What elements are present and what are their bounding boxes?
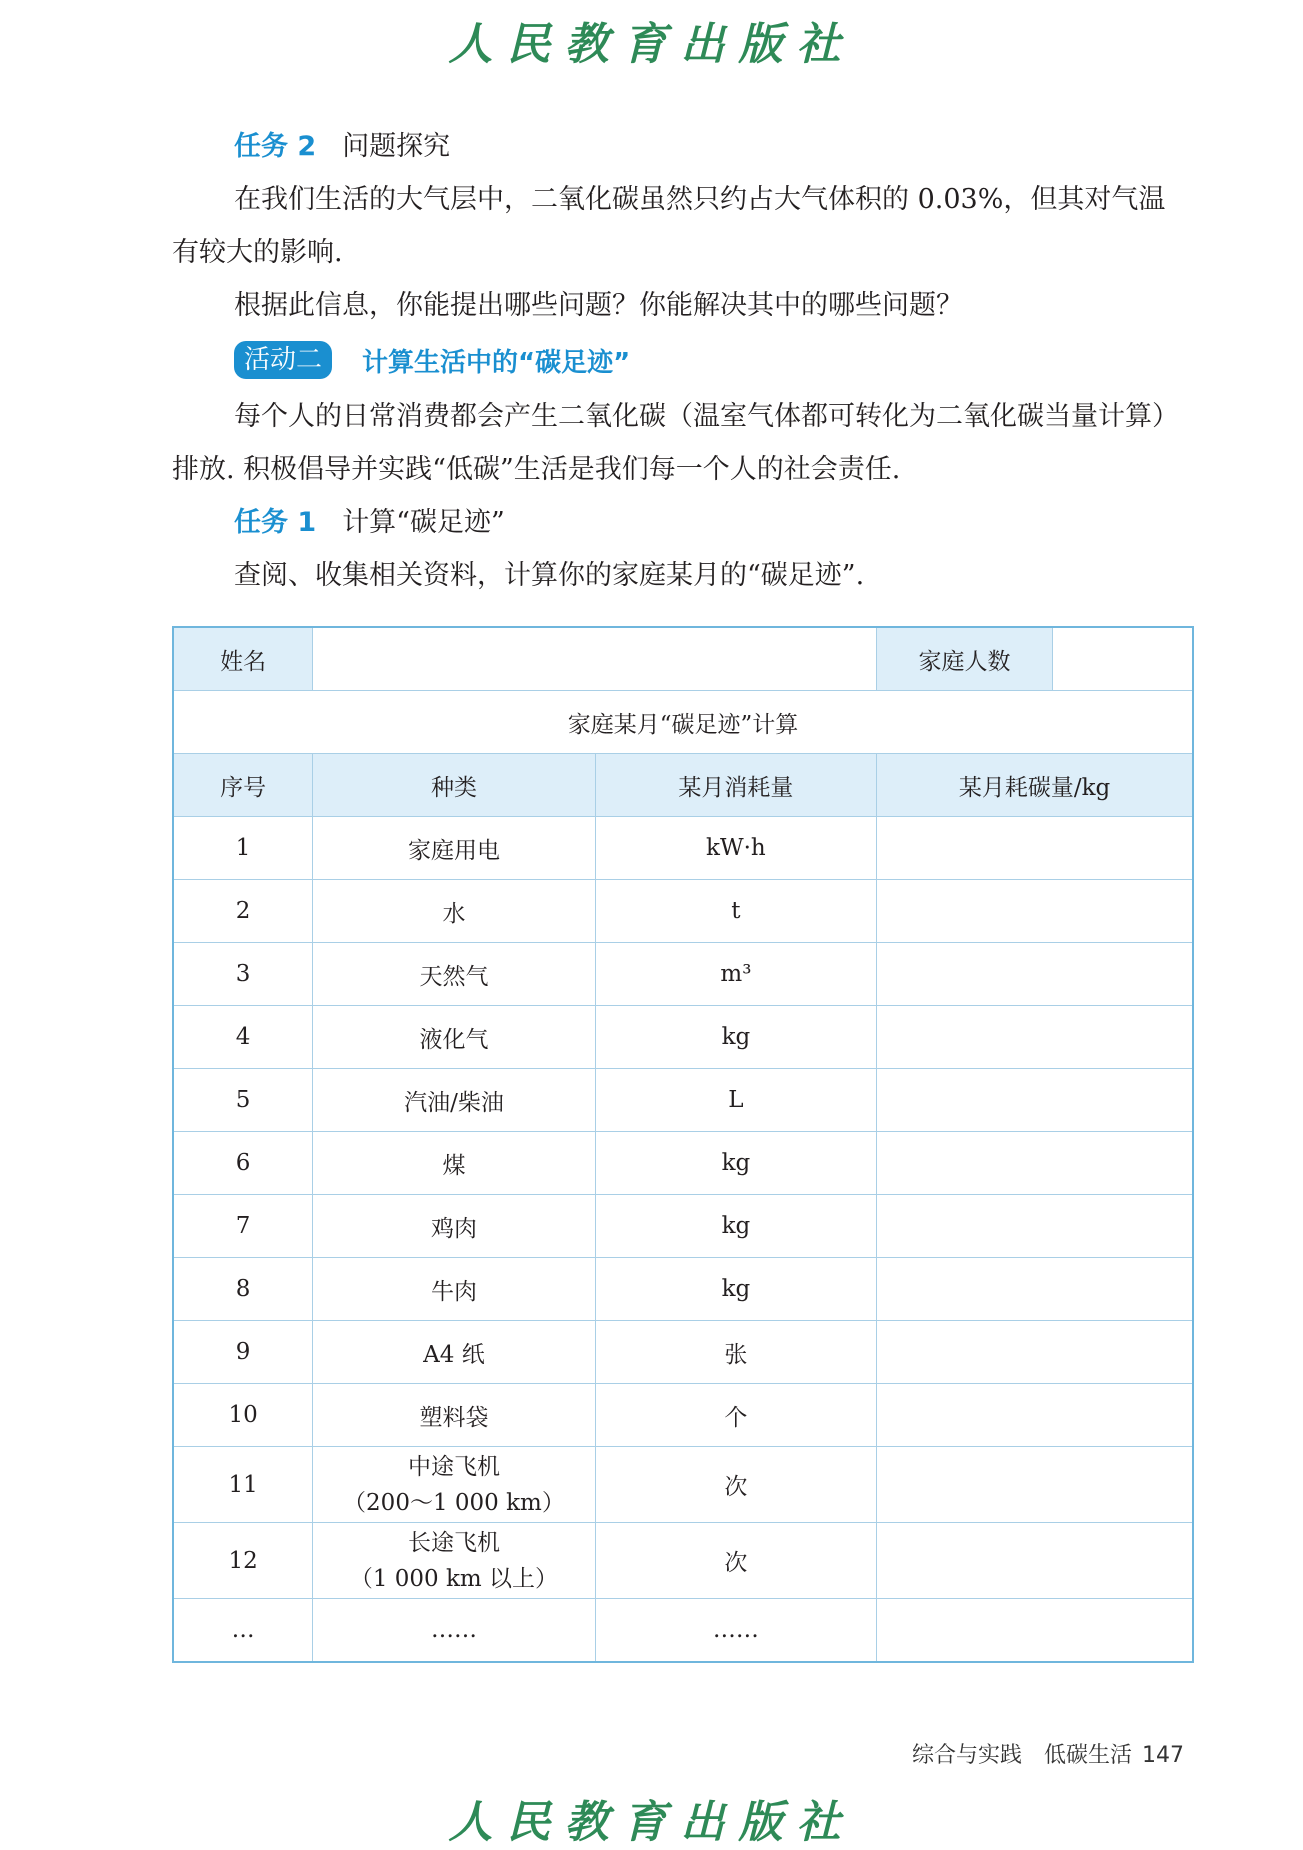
row-number: 6 [173,1132,313,1195]
table-row [173,1006,1193,1069]
row-number: 3 [173,943,313,1006]
publisher-watermark-bottom: 人民教育出版社 [448,1797,855,1848]
row-consumption-unit[interactable]: m³ [595,943,876,1006]
table-row [173,1069,1193,1132]
row-number: 11 [173,1447,313,1523]
row-kind: 牛肉 [313,1258,595,1321]
activity-2-tag: 活动二 [234,341,332,379]
activity-2-heading [234,336,1192,384]
row-carbon-input[interactable] [877,880,1193,943]
row-consumption-unit[interactable]: …… [595,1599,876,1663]
row-consumption-unit[interactable]: t [595,880,876,943]
row-consumption-unit[interactable]: 次 [595,1447,876,1523]
row-number: 7 [173,1195,313,1258]
name-input-cell[interactable] [313,627,877,691]
row-carbon-input[interactable] [877,1258,1193,1321]
task-2-title: 问题探究 [342,131,451,162]
row-carbon-input[interactable] [877,943,1193,1006]
row-kind: 家庭用电 [313,817,595,880]
row-carbon-input[interactable] [877,1523,1193,1599]
row-kind-label: 中途飞机 [407,1453,500,1480]
row-kind [313,1447,595,1523]
row-kind-note: （1 000 km 以上） [349,1565,559,1592]
activity-2-title: 计算生活中的“碳足迹” [362,347,631,378]
row-kind [313,1523,595,1599]
table-row [173,1258,1193,1321]
table-row [173,1523,1193,1599]
row-consumption-unit[interactable]: 次 [595,1523,876,1599]
members-input-cell[interactable] [1052,627,1193,691]
row-consumption-unit[interactable]: kg [595,1195,876,1258]
table-body [173,817,1193,1663]
row-number: 12 [173,1523,313,1599]
row-carbon-input[interactable] [877,817,1193,880]
row-number: 1 [173,817,313,880]
row-consumption-unit[interactable]: 张 [595,1321,876,1384]
page-number: 147 [1142,1743,1185,1768]
carbon-footprint-table [172,626,1194,1663]
row-kind: A4 纸 [313,1321,595,1384]
name-label-cell: 姓名 [173,627,313,691]
row-kind: …… [313,1599,595,1663]
table-header-row [173,754,1193,817]
table-caption: 家庭某月“碳足迹”计算 [173,691,1193,754]
header-kind: 种类 [313,754,595,817]
task-1-heading [172,496,1192,549]
page-footer [912,1738,1184,1769]
members-label-cell: 家庭人数 [877,627,1053,691]
table-row [173,817,1193,880]
publisher-watermark-top: 人民教育出版社 [448,19,855,70]
paragraph-instruction: 查阅、收集相关资料，计算你的家庭某月的“碳足迹”. [234,560,865,591]
row-consumption-unit[interactable]: L [595,1069,876,1132]
row-carbon-input[interactable] [877,1321,1193,1384]
row-kind: 煤 [313,1132,595,1195]
row-carbon-input[interactable] [877,1599,1193,1663]
table-row [173,1384,1193,1447]
paragraph-questions: 根据此信息，你能提出哪些问题？你能解决其中的哪些问题？ [234,290,963,321]
table-row [173,880,1193,943]
task-1-title: 计算“碳足迹” [342,507,505,538]
footer-section: 综合与实践 低碳生活 [912,1743,1133,1768]
main-content [172,120,1192,602]
row-consumption-unit[interactable]: 个 [595,1384,876,1447]
header-no: 序号 [173,754,313,817]
row-kind-note: （200～1 000 km） [343,1489,565,1516]
row-kind: 天然气 [313,943,595,1006]
row-consumption-unit[interactable]: kg [595,1132,876,1195]
row-kind: 汽油/柴油 [313,1069,595,1132]
row-number: 10 [173,1384,313,1447]
task-2-heading [172,120,1192,173]
row-carbon-input[interactable] [877,1006,1193,1069]
paragraph-emission: 每个人的日常消费都会产生二氧化碳（温室气体都可转化为二氧化碳当量计算）排放. 积极倡导并实践“低碳”生活是我们每一个人的社会责任. [172,401,1179,485]
table-row [173,1132,1193,1195]
row-carbon-input[interactable] [877,1069,1193,1132]
header-consumption: 某月消耗量 [595,754,876,817]
table-row [173,943,1193,1006]
row-number: 5 [173,1069,313,1132]
paragraph-co2: 在我们生活的大气层中，二氧化碳虽然只约占大气体积的 0.03%，但其对气温有较大的影响. [172,184,1166,268]
row-consumption-unit[interactable]: kg [595,1258,876,1321]
row-number: … [173,1599,313,1663]
row-carbon-input[interactable] [877,1132,1193,1195]
task-2-label: 任务 2 [234,131,317,162]
row-carbon-input[interactable] [877,1384,1193,1447]
row-carbon-input[interactable] [877,1447,1193,1523]
row-kind: 液化气 [313,1006,595,1069]
row-kind-label: 长途飞机 [407,1529,500,1556]
row-carbon-input[interactable] [877,1195,1193,1258]
task-1-label: 任务 1 [234,507,317,538]
row-kind: 塑料袋 [313,1384,595,1447]
row-consumption-unit[interactable]: kg [595,1006,876,1069]
row-kind: 鸡肉 [313,1195,595,1258]
row-consumption-unit[interactable]: kW·h [595,817,876,880]
table-row [173,1447,1193,1523]
table-info-row [173,627,1193,691]
row-number: 4 [173,1006,313,1069]
table-row [173,1195,1193,1258]
table-caption-row [173,691,1193,754]
row-kind: 水 [313,880,595,943]
table-row [173,1321,1193,1384]
row-number: 8 [173,1258,313,1321]
row-number: 9 [173,1321,313,1384]
header-carbon: 某月耗碳量/kg [877,754,1193,817]
table-row [173,1599,1193,1663]
row-number: 2 [173,880,313,943]
